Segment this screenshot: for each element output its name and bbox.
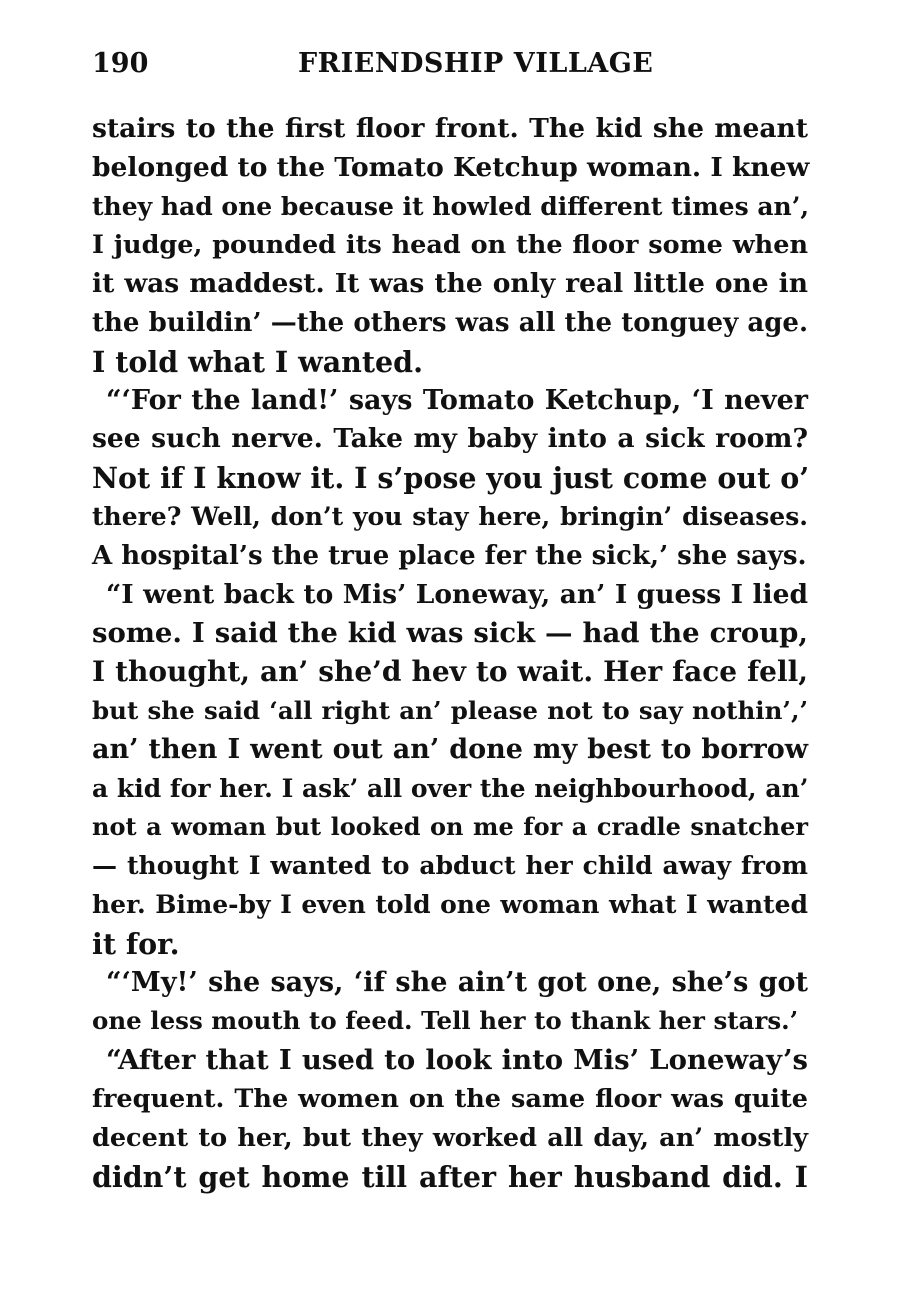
- text-line: not a woman but looked on me for a cradle snatcher: [92, 812, 808, 842]
- text-line: stairs to the first floor front. The kid she meant: [92, 113, 808, 144]
- text-line: — thought I wanted to abduct her child away from: [92, 851, 808, 881]
- text-line: some. I said the kid was sick — had the croup,: [92, 617, 808, 650]
- text-line: “After that I used to look into Mis’ Loneway’s: [106, 1044, 808, 1077]
- text-line: I told what I wanted.: [92, 344, 424, 379]
- text-line: the buildin’ —the others was all the tonguey age.: [92, 307, 808, 338]
- running-head: [92, 48, 808, 88]
- text-line: there? Well, don’t you stay here, bringin’ diseases.: [92, 501, 808, 531]
- text-line: “‘For the land!’ says Tomato Ketchup, ‘I never: [106, 384, 808, 416]
- text-line: frequent. The women on the same floor was quite: [92, 1083, 808, 1114]
- page-number: 190: [92, 48, 149, 79]
- text-line: but she said ‘all right an’ please not to say nothin’,’: [92, 695, 808, 725]
- text-line: one less mouth to feed. Tell her to thank her stars.’: [92, 1006, 799, 1036]
- text-line: an’ then I went out an’ done my best to borrow: [92, 733, 808, 765]
- text-line: see such nerve. Take my baby into a sick room?: [92, 423, 808, 455]
- text-line: it was maddest. It was the only real little one in: [92, 268, 808, 300]
- running-title: FRIENDSHIP VILLAGE: [298, 48, 654, 79]
- text-line: her. Bime-by I even told one woman what I wanted: [92, 889, 808, 919]
- text-line: didn’t get home till after her husband did. I: [92, 1159, 808, 1194]
- text-line: belonged to the Tomato Ketchup woman. I knew: [92, 151, 810, 183]
- text-line: it for.: [92, 926, 180, 961]
- text-line: A hospital’s the true place fer the sick,’ she says.: [92, 540, 807, 571]
- body-text: [92, 110, 808, 1196]
- text-line: decent to her, but they worked all day, an’ mostly: [92, 1122, 808, 1153]
- text-line: “I went back to Mis’ Loneway, an’ I guess I lied: [106, 578, 808, 610]
- text-line: “‘My!’ she says, ‘if she ain’t got one, she’s got: [106, 966, 808, 998]
- text-line: they had one because it howled different times an’,: [92, 191, 810, 221]
- text-line: I thought, an’ she’d hev to wait. Her face fell,: [92, 655, 808, 689]
- text-line: a kid for her. I ask’ all over the neighbourhood, an’: [92, 773, 809, 803]
- text-line: I judge, pounded its head on the floor some when: [92, 230, 808, 261]
- text-line: Not if I know it. I s’pose you just come out o’: [92, 461, 810, 496]
